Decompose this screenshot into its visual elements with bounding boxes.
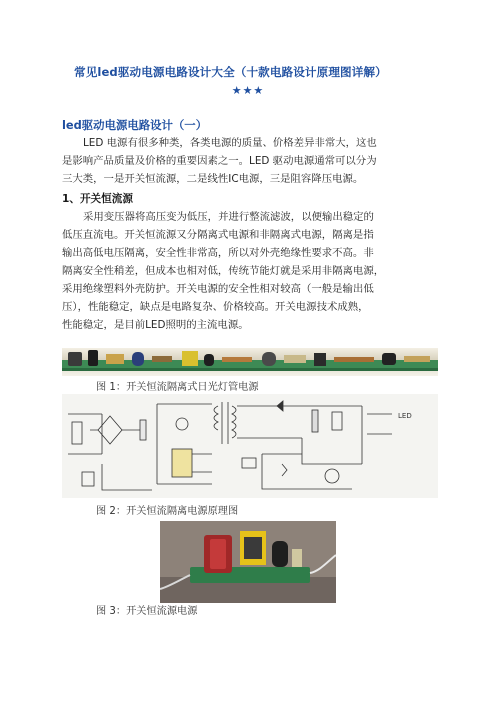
- isolated-driver-schematic: [62, 394, 438, 498]
- rating-stars: ★★★: [231, 84, 265, 97]
- figure-caption: 图 1：开关恒流隔离式日光灯管电源: [96, 382, 259, 393]
- text-line: 输出高低电压隔离，安全性非常高，所以对外壳绝缘性要求不高。非: [62, 247, 374, 259]
- text-line: 性能稳定，是目前LED照明的主流电源。: [62, 319, 249, 331]
- text-line: LED 电源有很多种类，各类电源的质量、价格差异非常大，这也: [83, 137, 377, 149]
- text-line: 三大类，一是开关恒流源，二是线性IC电源，三是阻容降压电源。: [62, 173, 364, 185]
- text-line: 是影响产品质量及价格的重要因素之一。LED 驱动电源通常可以分为: [62, 155, 377, 167]
- text-line: 低压直流电。开关恒流源又分隔离式电源和非隔离式电源，隔离是指: [62, 229, 374, 241]
- subheading: 1、开关恒流源: [62, 193, 133, 205]
- text-line: 隔离安全性稍差，但成本也相对低，传统节能灯就是采用非隔离电源，: [62, 265, 385, 277]
- body-paragraph: [62, 208, 437, 334]
- svg-text:LED: LED: [398, 412, 412, 420]
- section-title: led驱动电源电路设计（一）: [62, 118, 208, 132]
- driver-board-photo: [160, 521, 336, 603]
- figure-caption: 图 2：开关恒流隔离电源原理图: [96, 506, 239, 517]
- intro-paragraph: [62, 134, 437, 188]
- led-tube-driver-photo: [62, 348, 438, 376]
- text-line: 采用变压器将高压变为低压，并进行整流滤波，以便输出稳定的: [83, 211, 374, 223]
- document-title: 常见led驱动电源电路设计大全（十款电路设计原理图详解）: [74, 65, 387, 79]
- text-line: 采用绝缘塑料外壳防护。开关电源的安全性相对较高（一般是输出低: [62, 283, 374, 295]
- figure-caption: 图 3：开关恒流源电源: [96, 606, 198, 617]
- text-line: 压），性能稳定，缺点是电路复杂、价格较高。开关电源技术成熟，: [62, 301, 369, 313]
